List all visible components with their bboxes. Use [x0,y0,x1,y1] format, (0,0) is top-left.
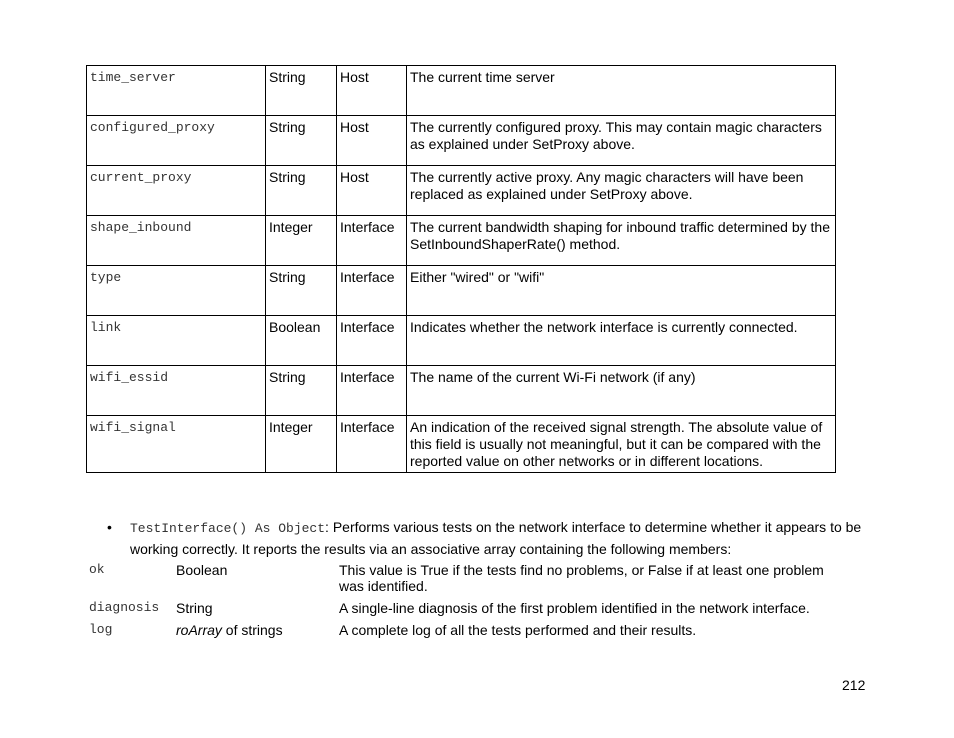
member-type-suffix: of strings [221,622,283,638]
property-name: shape_inbound [87,216,266,266]
property-description: The currently active proxy. Any magic characters will have been replaced as explained under SetProxy above. [407,166,836,216]
method-signature: TestInterface() As Object [130,521,326,536]
property-description: Either "wired" or "wifi" [407,266,836,316]
property-name: wifi_signal [87,416,266,473]
property-description: The name of the current Wi-Fi network (if any) [407,366,836,416]
property-scope: Interface [337,266,407,316]
properties-table [86,65,836,473]
table-row [87,66,836,116]
property-type: String [266,266,337,316]
property-type: String [266,66,337,116]
member-row [86,621,846,643]
property-scope: Host [337,166,407,216]
table-row [87,166,836,216]
member-description: A single-line diagnosis of the first problem identified in the network interface. [339,600,810,616]
member-type [173,561,336,599]
property-scope: Interface [337,416,407,473]
table-row [87,366,836,416]
property-description: The currently configured proxy. This may contain magic characters as explained under SetProxy above. [407,116,836,166]
property-type: String [266,166,337,216]
method-description [130,517,870,560]
property-type: String [266,116,337,166]
property-name: time_server [87,66,266,116]
table-row [87,116,836,166]
property-name: current_proxy [87,166,266,216]
member-type [173,621,336,643]
property-description: The current time server [407,66,836,116]
table-row [87,416,836,473]
member-name: ok [89,562,105,577]
bullet-marker: • [107,519,112,535]
property-type: String [266,366,337,416]
table-row [87,266,836,316]
property-scope: Interface [337,316,407,366]
member-description: A complete log of all the tests performed and their results. [339,622,697,638]
member-type-name: Boolean [176,562,228,578]
property-scope: Host [337,116,407,166]
property-description: The current bandwidth shaping for inbound traffic determined by the SetInboundShaperRate() method. [407,216,836,266]
table-row [87,216,836,266]
property-scope: Interface [337,216,407,266]
property-type: Integer [266,216,337,266]
member-row [86,561,846,599]
page-number: 212 [842,677,866,693]
property-name: configured_proxy [87,116,266,166]
property-type: Boolean [266,316,337,366]
member-row [86,599,846,621]
member-type-name: roArray [176,622,222,638]
member-name: diagnosis [89,600,160,615]
member-description: This value is True if the tests find no problems, or False if at least one problem was identified. [339,562,824,594]
property-type: Integer [266,416,337,473]
property-scope: Interface [337,366,407,416]
property-description: Indicates whether the network interface is currently connected. [407,316,836,366]
members-table [86,561,846,643]
property-scope: Host [337,66,407,116]
property-name: link [87,316,266,366]
member-type [173,599,336,621]
member-type-name: String [176,600,213,616]
member-name: log [89,622,113,637]
method-description-text: : Performs various tests on the network interface to determine whether it appears to be working correctly. It reports the results via an associative array containing the following members: [130,519,862,557]
property-name: type [87,266,266,316]
property-description: An indication of the received signal strength. The absolute value of this field is usually not meaningful, but it can be compared with the reported value on other networks or in different locations. [407,416,836,473]
table-row [87,316,836,366]
property-name: wifi_essid [87,366,266,416]
